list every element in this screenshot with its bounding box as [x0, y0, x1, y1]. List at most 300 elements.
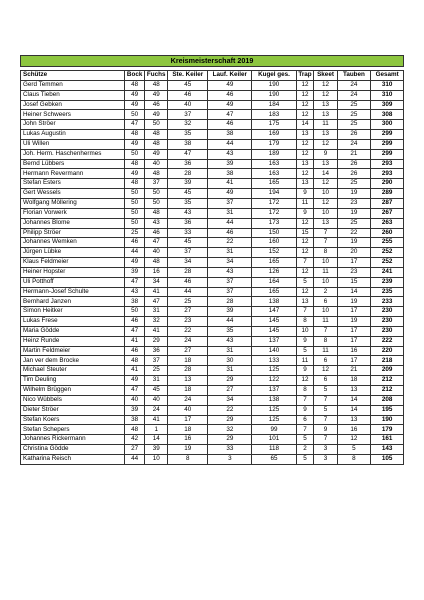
col-kugel-ges-cell: 189 [252, 149, 296, 159]
col-lauf-keiler-cell: 44 [208, 317, 252, 327]
col-tauben-cell: 24 [337, 80, 371, 90]
col-skeet-cell: 10 [314, 208, 337, 218]
col-kugel-ges-cell: 99 [252, 425, 296, 435]
col-lauf-keiler-cell: 41 [208, 179, 252, 189]
col-trap-cell: 5 [296, 435, 314, 445]
col-trap-cell: 12 [296, 169, 314, 179]
col-tauben-cell: 25 [337, 110, 371, 120]
table-row [21, 238, 404, 248]
shooter-name: Lukas Augustin [21, 130, 125, 140]
col-schuetze-header: Schütze [21, 71, 125, 81]
col-fuchs-cell: 40 [145, 395, 168, 405]
table-row [21, 120, 404, 130]
col-tauben-cell: 21 [337, 149, 371, 159]
col-fuchs-cell: 24 [145, 405, 168, 415]
col-fuchs-cell: 29 [145, 336, 168, 346]
col-ste-keiler-cell: 40 [168, 405, 208, 415]
col-skeet-cell: 13 [314, 218, 337, 228]
col-kugel-ges-cell: 190 [252, 90, 296, 100]
col-bock-cell: 47 [125, 386, 145, 396]
col-gesamt-cell: 293 [371, 169, 404, 179]
table-row [21, 435, 404, 445]
col-skeet-cell: 11 [314, 267, 337, 277]
shooter-name: Michael Steuter [21, 366, 125, 376]
col-ste-keiler-cell: 27 [168, 346, 208, 356]
col-gesamt-cell: 290 [371, 179, 404, 189]
col-kugel-ges-cell: 172 [252, 208, 296, 218]
col-skeet-cell: 12 [314, 198, 337, 208]
col-ste-keiler-cell: 47 [168, 149, 208, 159]
table-row [21, 326, 404, 336]
col-gesamt-cell: 212 [371, 386, 404, 396]
shooter-name: Tim Deuling [21, 376, 125, 386]
col-trap-cell: 11 [296, 356, 314, 366]
col-kugel-ges-cell: 165 [252, 287, 296, 297]
col-tauben-cell: 12 [337, 435, 371, 445]
col-fuchs-cell: 31 [145, 376, 168, 386]
col-trap-cell: 7 [296, 258, 314, 268]
col-kugel-ges-header: Kugel ges. [252, 71, 296, 81]
col-tauben-cell: 14 [337, 395, 371, 405]
shooter-name: Stefan Schepers [21, 425, 125, 435]
table-row [21, 287, 404, 297]
col-tauben-cell: 8 [337, 454, 371, 464]
col-tauben-cell: 24 [337, 139, 371, 149]
col-trap-cell: 12 [296, 139, 314, 149]
col-kugel-ges-cell: 125 [252, 366, 296, 376]
col-bock-cell: 46 [125, 346, 145, 356]
table-row [21, 198, 404, 208]
col-skeet-cell: 7 [314, 228, 337, 238]
col-tauben-cell: 19 [337, 208, 371, 218]
col-lauf-keiler-cell: 28 [208, 297, 252, 307]
col-gesamt-cell: 239 [371, 277, 404, 287]
col-kugel-ges-cell: 183 [252, 110, 296, 120]
sheet-title: Kreismeisterschaft 2019 [21, 56, 404, 67]
col-skeet-cell: 13 [314, 130, 337, 140]
col-gesamt-cell: 299 [371, 130, 404, 140]
shooter-name: John Ströer [21, 120, 125, 130]
col-tauben-header: Tauben [337, 71, 371, 81]
col-skeet-cell: 6 [314, 356, 337, 366]
table-row [21, 425, 404, 435]
col-tauben-cell: 25 [337, 179, 371, 189]
col-fuchs-cell: 48 [145, 169, 168, 179]
col-tauben-cell: 14 [337, 405, 371, 415]
col-gesamt-cell: 143 [371, 445, 404, 455]
col-bock-cell: 49 [125, 376, 145, 386]
col-tauben-cell: 19 [337, 317, 371, 327]
table-row [21, 297, 404, 307]
col-kugel-ges-cell: 160 [252, 238, 296, 248]
col-bock-cell: 41 [125, 366, 145, 376]
col-gesamt-cell: 267 [371, 208, 404, 218]
shooter-name: Bernhard Janzen [21, 297, 125, 307]
shooter-name: Uli Willen [21, 139, 125, 149]
col-skeet-cell: 10 [314, 258, 337, 268]
col-gesamt-cell: 235 [371, 287, 404, 297]
col-kugel-ges-cell: 145 [252, 317, 296, 327]
col-bock-cell: 50 [125, 218, 145, 228]
col-gesamt-cell: 252 [371, 258, 404, 268]
col-bock-cell: 41 [125, 336, 145, 346]
col-trap-cell: 8 [296, 317, 314, 327]
col-fuchs-cell: 32 [145, 317, 168, 327]
col-lauf-keiler-cell: 38 [208, 130, 252, 140]
table-row [21, 100, 404, 110]
col-ste-keiler-cell: 16 [168, 435, 208, 445]
col-bock-cell: 49 [125, 90, 145, 100]
col-bock-cell: 48 [125, 159, 145, 169]
col-ste-keiler-cell: 27 [168, 307, 208, 317]
col-lauf-keiler-cell: 32 [208, 425, 252, 435]
col-skeet-cell: 11 [314, 317, 337, 327]
shooter-name: Heiner Hopster [21, 267, 125, 277]
shooter-name: Philipp Ströer [21, 228, 125, 238]
col-fuchs-cell: 16 [145, 267, 168, 277]
col-trap-cell: 9 [296, 189, 314, 199]
shooter-name: Josef Gebken [21, 100, 125, 110]
col-fuchs-cell: 47 [145, 238, 168, 248]
shooter-name: Uli Potthoff [21, 277, 125, 287]
col-trap-cell: 12 [296, 248, 314, 258]
col-skeet-cell: 13 [314, 100, 337, 110]
col-skeet-cell: 10 [314, 307, 337, 317]
col-trap-cell: 12 [296, 110, 314, 120]
col-tauben-cell: 13 [337, 415, 371, 425]
col-lauf-keiler-cell: 38 [208, 169, 252, 179]
col-ste-keiler-cell: 18 [168, 425, 208, 435]
col-bock-cell: 50 [125, 208, 145, 218]
col-gesamt-cell: 222 [371, 336, 404, 346]
col-fuchs-cell: 41 [145, 415, 168, 425]
col-fuchs-cell: 43 [145, 218, 168, 228]
col-fuchs-cell: 36 [145, 346, 168, 356]
col-skeet-cell: 13 [314, 110, 337, 120]
table-row [21, 110, 404, 120]
col-bock-cell: 48 [125, 179, 145, 189]
shooter-name: Johannes Wemken [21, 238, 125, 248]
col-bock-cell: 43 [125, 287, 145, 297]
table-row [21, 130, 404, 140]
col-gesamt-cell: 105 [371, 454, 404, 464]
col-gesamt-cell: 179 [371, 425, 404, 435]
col-tauben-cell: 16 [337, 346, 371, 356]
col-gesamt-cell: 230 [371, 307, 404, 317]
col-trap-cell: 14 [296, 120, 314, 130]
col-bock-cell: 50 [125, 110, 145, 120]
col-kugel-ges-cell: 173 [252, 218, 296, 228]
col-tauben-cell: 20 [337, 248, 371, 258]
col-ste-keiler-cell: 24 [168, 336, 208, 346]
shooter-name: Johannes Blome [21, 218, 125, 228]
col-gesamt-cell: 310 [371, 80, 404, 90]
col-trap-cell: 5 [296, 277, 314, 287]
col-skeet-cell: 8 [314, 336, 337, 346]
shooter-name: Gert Wessels [21, 189, 125, 199]
col-gesamt-cell: 293 [371, 159, 404, 169]
shooter-name: Katharina Reisch [21, 454, 125, 464]
col-fuchs-cell: 37 [145, 179, 168, 189]
table-row [21, 366, 404, 376]
table-row [21, 317, 404, 327]
col-gesamt-cell: 208 [371, 395, 404, 405]
shooter-name: Wolfgang Möllering [21, 198, 125, 208]
col-skeet-cell: 5 [314, 386, 337, 396]
col-fuchs-cell: 40 [145, 159, 168, 169]
col-bock-cell: 40 [125, 395, 145, 405]
col-lauf-keiler-cell: 35 [208, 326, 252, 336]
col-tauben-cell: 25 [337, 120, 371, 130]
shooter-name: Joh. Herm. Haschenhermes [21, 149, 125, 159]
col-kugel-ges-cell: 190 [252, 80, 296, 90]
col-kugel-ges-cell: 65 [252, 454, 296, 464]
col-kugel-ges-cell: 122 [252, 376, 296, 386]
col-fuchs-cell: 10 [145, 454, 168, 464]
col-ste-keiler-cell: 22 [168, 326, 208, 336]
col-ste-keiler-cell: 18 [168, 356, 208, 366]
col-tauben-cell: 19 [337, 189, 371, 199]
col-skeet-cell: 12 [314, 366, 337, 376]
col-lauf-keiler-cell: 49 [208, 80, 252, 90]
col-lauf-keiler-cell: 43 [208, 149, 252, 159]
col-lauf-keiler-cell: 29 [208, 435, 252, 445]
col-trap-cell: 13 [296, 159, 314, 169]
table-row [21, 159, 404, 169]
col-skeet-cell: 10 [314, 277, 337, 287]
col-tauben-cell: 13 [337, 386, 371, 396]
col-trap-cell: 15 [296, 228, 314, 238]
col-kugel-ges-cell: 147 [252, 307, 296, 317]
col-bock-cell: 49 [125, 139, 145, 149]
col-bock-cell: 38 [125, 415, 145, 425]
col-bock-cell: 47 [125, 277, 145, 287]
col-tauben-cell: 23 [337, 198, 371, 208]
col-tauben-cell: 22 [337, 228, 371, 238]
col-gesamt-cell: 230 [371, 317, 404, 327]
col-ste-keiler-cell: 46 [168, 277, 208, 287]
col-lauf-keiler-header: Lauf. Keiler [208, 71, 252, 81]
col-tauben-cell: 17 [337, 326, 371, 336]
col-trap-cell: 7 [296, 395, 314, 405]
col-lauf-keiler-cell: 31 [208, 346, 252, 356]
col-bock-cell: 44 [125, 248, 145, 258]
col-gesamt-cell: 233 [371, 297, 404, 307]
col-bock-cell: 48 [125, 425, 145, 435]
col-tauben-cell: 15 [337, 277, 371, 287]
col-tauben-cell: 19 [337, 238, 371, 248]
col-ste-keiler-cell: 40 [168, 100, 208, 110]
col-ste-keiler-cell: 25 [168, 297, 208, 307]
col-skeet-cell: 12 [314, 139, 337, 149]
col-trap-cell: 7 [296, 425, 314, 435]
col-fuchs-cell: 48 [145, 258, 168, 268]
col-trap-cell: 13 [296, 297, 314, 307]
table-row [21, 376, 404, 386]
col-skeet-cell: 12 [314, 179, 337, 189]
col-ste-keiler-cell: 37 [168, 110, 208, 120]
col-bock-cell: 48 [125, 130, 145, 140]
col-tauben-cell: 25 [337, 100, 371, 110]
col-fuchs-cell: 47 [145, 297, 168, 307]
col-tauben-cell: 17 [337, 356, 371, 366]
col-skeet-cell: 12 [314, 90, 337, 100]
shooter-name: Maria Gödde [21, 326, 125, 336]
col-trap-cell: 8 [296, 386, 314, 396]
col-gesamt-cell: 309 [371, 100, 404, 110]
col-fuchs-cell: 40 [145, 248, 168, 258]
col-fuchs-cell: 48 [145, 80, 168, 90]
shooter-name: Lukas Frese [21, 317, 125, 327]
col-skeet-cell: 8 [314, 248, 337, 258]
col-skeet-cell: 11 [314, 346, 337, 356]
col-trap-cell: 11 [296, 198, 314, 208]
table-row [21, 90, 404, 100]
col-kugel-ges-cell: 179 [252, 139, 296, 149]
col-skeet-cell: 12 [314, 80, 337, 90]
col-kugel-ges-cell: 169 [252, 130, 296, 140]
col-kugel-ges-cell: 194 [252, 189, 296, 199]
col-lauf-keiler-cell: 29 [208, 415, 252, 425]
col-trap-cell: 5 [296, 454, 314, 464]
col-kugel-ges-cell: 137 [252, 336, 296, 346]
col-gesamt-cell: 241 [371, 267, 404, 277]
shooter-name: Klaus Feldmeier [21, 258, 125, 268]
col-kugel-ges-cell: 165 [252, 179, 296, 189]
col-gesamt-cell: 230 [371, 326, 404, 336]
table-row [21, 405, 404, 415]
col-ste-keiler-cell: 34 [168, 258, 208, 268]
shooter-name: Martin Feldmeier [21, 346, 125, 356]
col-tauben-cell: 24 [337, 90, 371, 100]
col-bock-cell: 25 [125, 228, 145, 238]
table-row [21, 454, 404, 464]
col-lauf-keiler-cell: 31 [208, 366, 252, 376]
col-gesamt-cell: 190 [371, 415, 404, 425]
col-tauben-cell: 23 [337, 267, 371, 277]
col-fuchs-cell: 39 [145, 445, 168, 455]
col-ste-keiler-cell: 37 [168, 248, 208, 258]
col-ste-keiler-cell: 45 [168, 189, 208, 199]
col-lauf-keiler-cell: 37 [208, 198, 252, 208]
col-ste-keiler-cell: 39 [168, 179, 208, 189]
shooter-name: Heiner Schweers [21, 110, 125, 120]
col-lauf-keiler-cell: 49 [208, 189, 252, 199]
col-lauf-keiler-cell: 47 [208, 110, 252, 120]
col-ste-keiler-cell: 23 [168, 317, 208, 327]
col-kugel-ges-cell: 175 [252, 120, 296, 130]
col-skeet-header: Skeet [314, 71, 337, 81]
shooter-name: Florian Vorwerk [21, 208, 125, 218]
col-ste-keiler-header: Ste. Keiler [168, 71, 208, 81]
shooter-name: Claus Tieben [21, 90, 125, 100]
col-skeet-cell: 10 [314, 189, 337, 199]
col-tauben-cell: 26 [337, 169, 371, 179]
col-gesamt-cell: 218 [371, 356, 404, 366]
table-row [21, 80, 404, 90]
col-gesamt-cell: 300 [371, 120, 404, 130]
col-fuchs-cell: 49 [145, 110, 168, 120]
col-kugel-ges-cell: 150 [252, 228, 296, 238]
table-row [21, 189, 404, 199]
col-ste-keiler-cell: 17 [168, 415, 208, 425]
col-tauben-cell: 26 [337, 159, 371, 169]
col-gesamt-cell: 220 [371, 346, 404, 356]
table-row [21, 386, 404, 396]
col-lauf-keiler-cell: 3 [208, 454, 252, 464]
col-trap-cell: 12 [296, 80, 314, 90]
col-skeet-cell: 7 [314, 435, 337, 445]
col-skeet-cell: 7 [314, 415, 337, 425]
shooter-name: Christina Gödde [21, 445, 125, 455]
col-lauf-keiler-cell: 43 [208, 336, 252, 346]
col-kugel-ges-cell: 138 [252, 297, 296, 307]
col-trap-cell: 9 [296, 366, 314, 376]
table-row [21, 248, 404, 258]
col-fuchs-cell: 46 [145, 228, 168, 238]
col-kugel-ges-cell: 133 [252, 356, 296, 366]
col-fuchs-cell: 50 [145, 189, 168, 199]
table-row [21, 169, 404, 179]
col-lauf-keiler-cell: 39 [208, 307, 252, 317]
col-kugel-ges-cell: 138 [252, 395, 296, 405]
col-gesamt-cell: 212 [371, 376, 404, 386]
col-lauf-keiler-cell: 27 [208, 386, 252, 396]
col-bock-cell: 49 [125, 100, 145, 110]
col-trap-cell: 12 [296, 287, 314, 297]
col-ste-keiler-cell: 35 [168, 130, 208, 140]
col-tauben-cell: 19 [337, 297, 371, 307]
col-trap-cell: 12 [296, 376, 314, 386]
shooter-name: Jan ver dem Brocke [21, 356, 125, 366]
col-tauben-cell: 18 [337, 376, 371, 386]
score-sheet [20, 55, 404, 465]
col-skeet-cell: 2 [314, 287, 337, 297]
col-fuchs-cell: 41 [145, 287, 168, 297]
col-skeet-cell: 3 [314, 445, 337, 455]
col-lauf-keiler-cell: 44 [208, 218, 252, 228]
col-kugel-ges-cell: 184 [252, 100, 296, 110]
col-ste-keiler-cell: 24 [168, 395, 208, 405]
col-lauf-keiler-cell: 22 [208, 405, 252, 415]
col-fuchs-cell: 45 [145, 386, 168, 396]
col-tauben-cell: 21 [337, 366, 371, 376]
col-trap-cell: 12 [296, 238, 314, 248]
shooter-name: Bernd Lübbers [21, 159, 125, 169]
col-bock-cell: 46 [125, 317, 145, 327]
shooter-name: Heinz Runde [21, 336, 125, 346]
col-skeet-cell: 7 [314, 395, 337, 405]
col-trap-cell: 12 [296, 218, 314, 228]
col-fuchs-cell: 49 [145, 90, 168, 100]
col-fuchs-cell: 48 [145, 208, 168, 218]
col-fuchs-cell: 48 [145, 139, 168, 149]
col-ste-keiler-cell: 28 [168, 366, 208, 376]
col-lauf-keiler-cell: 46 [208, 228, 252, 238]
col-gesamt-cell: 161 [371, 435, 404, 445]
col-ste-keiler-cell: 8 [168, 454, 208, 464]
col-trap-cell: 10 [296, 326, 314, 336]
col-bock-cell: 47 [125, 326, 145, 336]
col-tauben-cell: 17 [337, 258, 371, 268]
col-kugel-ges-cell: 125 [252, 415, 296, 425]
col-fuchs-cell: 48 [145, 130, 168, 140]
shooter-name: Gerd Temmen [21, 80, 125, 90]
col-bock-cell: 27 [125, 445, 145, 455]
col-kugel-ges-cell: 101 [252, 435, 296, 445]
col-bock-cell: 48 [125, 80, 145, 90]
col-gesamt-cell: 260 [371, 228, 404, 238]
